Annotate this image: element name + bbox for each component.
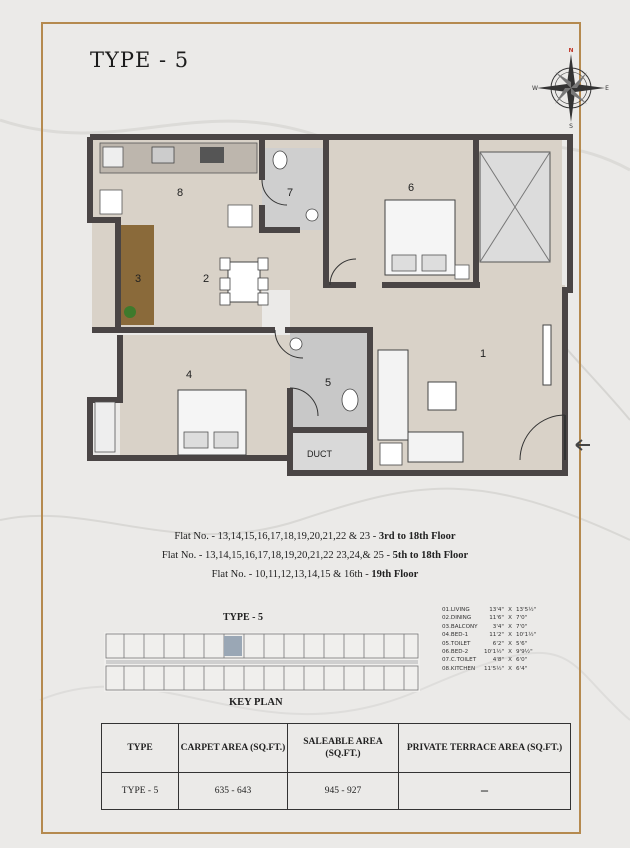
key-plan-label: KEY PLAN	[229, 697, 283, 708]
plant-icon	[124, 306, 136, 318]
sink-icon	[152, 147, 174, 163]
legend-row: 03.BALCONY 3'4" X 7'0"	[442, 623, 528, 630]
room-label-7: 7	[287, 187, 294, 199]
compass-west-label: W	[532, 85, 538, 92]
wc-icon	[273, 151, 287, 169]
page-title: TYPE - 5	[90, 48, 190, 72]
compass-east-label: E	[605, 85, 609, 92]
key-plan-highlight	[224, 636, 242, 656]
kitchen-stool	[228, 205, 252, 227]
cell-saleable-area: 945 - 927	[288, 773, 399, 810]
cell-terrace-area: –	[399, 773, 571, 810]
cell-carpet-area: 635 - 643	[179, 773, 288, 810]
legend-row: 07.C.TOILET 4'8" X 6'0"	[442, 657, 528, 664]
dining-table-icon	[220, 258, 268, 305]
floor-plan	[80, 130, 610, 490]
flat-line-2: Flat No. - 13,14,15,16,17,18,19,20,21,22 23,24,& 25 - 5th to 18th Floor	[161, 550, 469, 561]
room-label-5: 5	[325, 377, 332, 389]
header-saleable-area: SALEABLE AREA (SQ.FT.)	[288, 724, 399, 773]
legend-row: 01.LIVING 13'4" X 13'5½"	[442, 607, 537, 613]
legend-row: 06.BED-2 10'1½" X 9'9½"	[442, 649, 533, 656]
basin-icon	[306, 209, 318, 221]
room-label-2: 2	[203, 273, 210, 285]
legend-row: 02.DINING 11'6" X 7'0"	[442, 615, 528, 622]
area-table-header-row	[102, 724, 571, 773]
compass-icon	[531, 48, 611, 128]
table-row	[102, 773, 571, 810]
legend-row: 05.TOILET 6'2" X 5'6"	[442, 640, 528, 647]
room-label-6: 6	[408, 182, 415, 194]
room-dimensions-legend	[442, 606, 572, 673]
duct-label: DUCT	[307, 449, 332, 459]
legend-row: 04.BED-1 11'2" X 10'1½"	[442, 632, 537, 639]
tv-unit	[543, 325, 551, 385]
legend-row: 08.KITCHEN 11'5½" X 6'4"	[442, 665, 528, 672]
toilet-wc-icon	[342, 389, 358, 411]
room-label-8: 8	[177, 187, 184, 199]
kitchen-counter	[100, 143, 257, 173]
header-carpet-area: CARPET AREA (SQ.FT.)	[179, 724, 288, 773]
header-type: TYPE	[102, 724, 179, 773]
stove-icon	[200, 147, 224, 163]
flat-line-3: Flat No. - 10,11,12,13,14,15 & 16th - 19th Floor	[211, 569, 419, 580]
flat-line-1: Flat No. - 13,14,15,16,17,18,19,20,21,22 & 23 - 3rd to 18th Floor	[174, 531, 456, 542]
key-plan-diagram	[104, 624, 420, 700]
fridge-icon	[103, 147, 123, 167]
washing-machine	[100, 190, 122, 214]
key-plan-type-label: TYPE - 5	[223, 612, 263, 623]
compass-south-label: S	[569, 123, 573, 128]
room-label-4: 4	[186, 369, 193, 381]
compass-north-label: N	[568, 48, 574, 54]
area-table	[101, 723, 571, 810]
toilet-basin-icon	[290, 338, 302, 350]
entry-arrow-icon	[576, 440, 590, 450]
cell-type: TYPE - 5	[102, 773, 179, 810]
header-terrace-area: PRIVATE TERRACE AREA (SQ.FT.)	[399, 724, 571, 773]
room-label-3: 3	[135, 273, 142, 285]
room-label-1: 1	[480, 348, 487, 360]
